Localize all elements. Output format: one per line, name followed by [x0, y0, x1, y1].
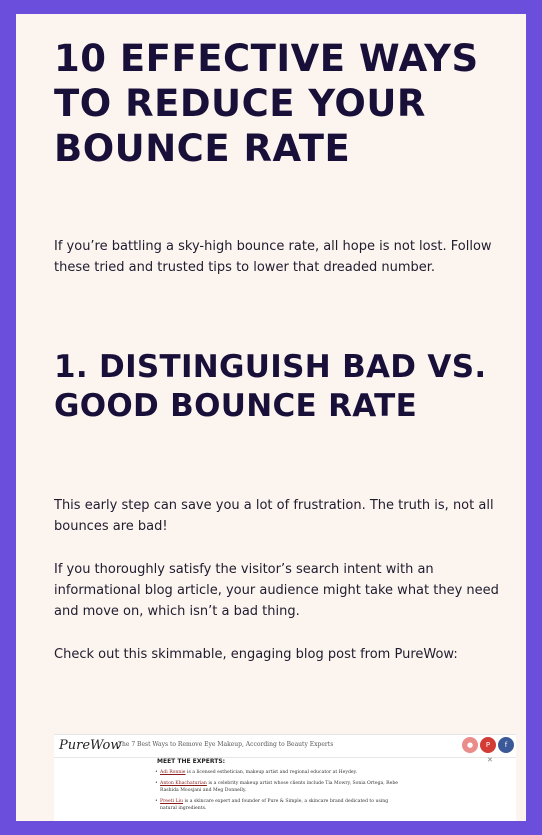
section-paragraph-2: If you thoroughly satisfy the visitor’s search intent with an informational blog article, your audience might take what they need and move on, which isn’t a bad thing. — [54, 562, 499, 619]
expert-item: • Adi Ronnie is a licensed esthetician, makeup artist and regional educator at Heydey. — [155, 770, 358, 775]
article-page — [16, 14, 526, 821]
embedded-header — [54, 735, 516, 758]
save-icon: ● — [462, 737, 478, 753]
intro-paragraph: If you’re battling a sky-high bounce rate, all hope is not lost. Follow these tried and trusted tips to lower that dreaded number. — [54, 239, 492, 275]
section-paragraph-3: Check out this skimmable, engaging blog post from PureWow: — [54, 647, 458, 662]
section-heading: 1. DISTINGUISH BAD VS. GOOD BOUNCE RATE — [54, 349, 487, 424]
section-paragraph-1: This early step can save you a lot of frustration. The truth is, not all bounces are bad! — [54, 498, 494, 534]
expert-item: • Anton Khachaturian is a celebrity makeup artist whose clients include Tia Mowry, Sonia Ortega, Rebe Rashida Moosjani and Meg Donnelly. — [155, 781, 399, 793]
pinterest-icon: P — [480, 737, 496, 753]
close-icon: ✕ — [487, 756, 493, 764]
expert-item: • Preeti Liu is a skincare expert and founder of Pure & Simple, a skincare brand dedicated to using natural ingredients. — [155, 799, 389, 811]
article-title: 10 EFFECTIVE WAYS TO REDUCE YOUR BOUNCE RATE — [54, 37, 479, 170]
facebook-icon: f — [498, 737, 514, 753]
purewow-logo: PureWow — [59, 738, 122, 753]
meet-experts-heading: MEET THE EXPERTS: — [157, 758, 226, 765]
embedded-article-title: The 7 Best Ways to Remove Eye Makeup, According to Beauty Experts — [118, 741, 334, 748]
embedded-screenshot — [54, 734, 516, 821]
